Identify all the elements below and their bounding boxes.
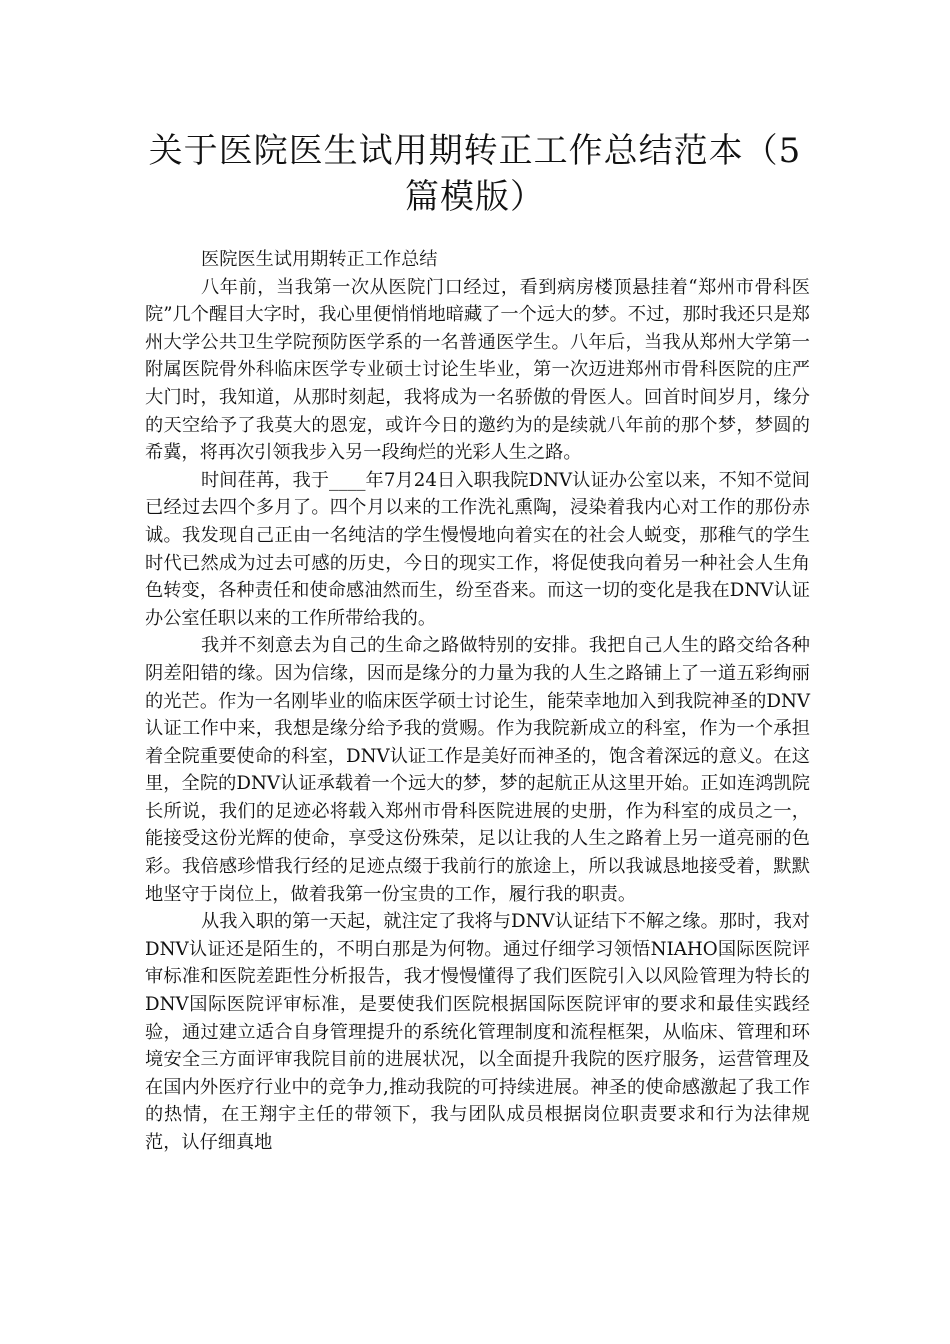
body-paragraph-1: 八年前，当我第一次从医院门口经过，看到病房楼顶悬挂着“郑州市骨科医院”几个醒目大字时，我心里便悄悄地暗藏了一个远大的梦。不过，那时我还只是郑州大学公共卫生学院预防医学系的一名普通医学生。八年后，当我从郑州大学第一附属医院骨外科临床医学专业硕士讨论生毕业，第一次迈进郑州市骨科医院的庄严大门时，我知道，从那时刻起，我将成为一名骄傲的骨医人。回首时间岁月，缘分的天空给予了我莫大的恩宠，或许今日的邀约为的是续就八年前的那个梦，梦圆的希冀，将再次引领我步入另一段绚烂的光彩人生之路。 (145, 276, 810, 464)
section-heading: 医院医生试用期转正工作总结 (201, 249, 438, 270)
body-paragraph-3: 我并不刻意去为自己的生命之路做特别的安排。我把自己人生的路交给各种阴差阳错的缘。因为信缘，因而是缘分的力量为我的人生之路铺上了一道五彩绚丽的光芒。作为一名刚毕业的临床医学硕士讨论生，能荣幸地加入到我院神圣的DNV认证工作中来，我想是缘分给予我的赏赐。作为我院新成立的科室，作为一个承担着全院重要使命的科室，DNV认证工作是美好而神圣的，饱含着深远的意义。在这里，全院的DNV认证承载着一个远大的梦，梦的起航正从这里开始。正如连鸿凯院长所说，我们的足迹必将载入郑州市骨科医院进展的史册，作为科室的成员之一，能接受这份光辉的使命，享受这份殊荣，足以让我的人生之路着上另一道亮丽的色彩。我倍感珍惜我行经的足迹点缀于我前行的旅途上，所以我诚恳地接受着，默默地坚守于岗位上，做着我第一份宝贵的工作，履行我的职责。 (145, 635, 810, 905)
body-paragraph-2: 时间荏苒，我于____年7月24日入职我院DNV认证办公室以来，不知不觉间已经过去四个多月了。四个月以来的工作洗礼熏陶，浸染着我内心对工作的那份赤诚。我发现自己正由一名纯洁的学生慢慢地向着实在的社会人蜕变，那稚气的学生时代已然成为过去可感的历史，今日的现实工作，将促使我向着另一种社会人生角色转变，各种责任和使命感油然而生，纷至沓来。而这一切的变化是我在DNV认证办公室任职以来的工作所带给我的。 (145, 469, 810, 629)
body-paragraph-4: 从我入职的第一天起，就注定了我将与DNV认证结下不解之缘。那时，我对DNV认证还是陌生的，不明白那是为何物。通过仔细学习领悟NIAHO国际医院评审标准和医院差距性分析报告，我才慢慢懂得了我们医院引入以风险管理为特长的DNV国际医院评审标准，是要使我们医院根据国际医院评审的要求和最佳实践经验，通过建立适合自身管理提升的系统化管理制度和流程框架，从临床、管理和环境安全三方面评审我院目前的进展状况，以全面提升我院的医疗服务，运营管理及在国内外医疗行业中的竞争力,推动我院的可持续进展。神圣的使命感激起了我工作的热情，在王翔宇主任的带领下，我与团队成员根据岗位职责要求和行为法律规范，认仔细真地 (145, 911, 810, 1153)
document-title: 关于医院医生试用期转正工作总结范本（5篇模版） (148, 131, 802, 217)
document-body (145, 246, 810, 1157)
